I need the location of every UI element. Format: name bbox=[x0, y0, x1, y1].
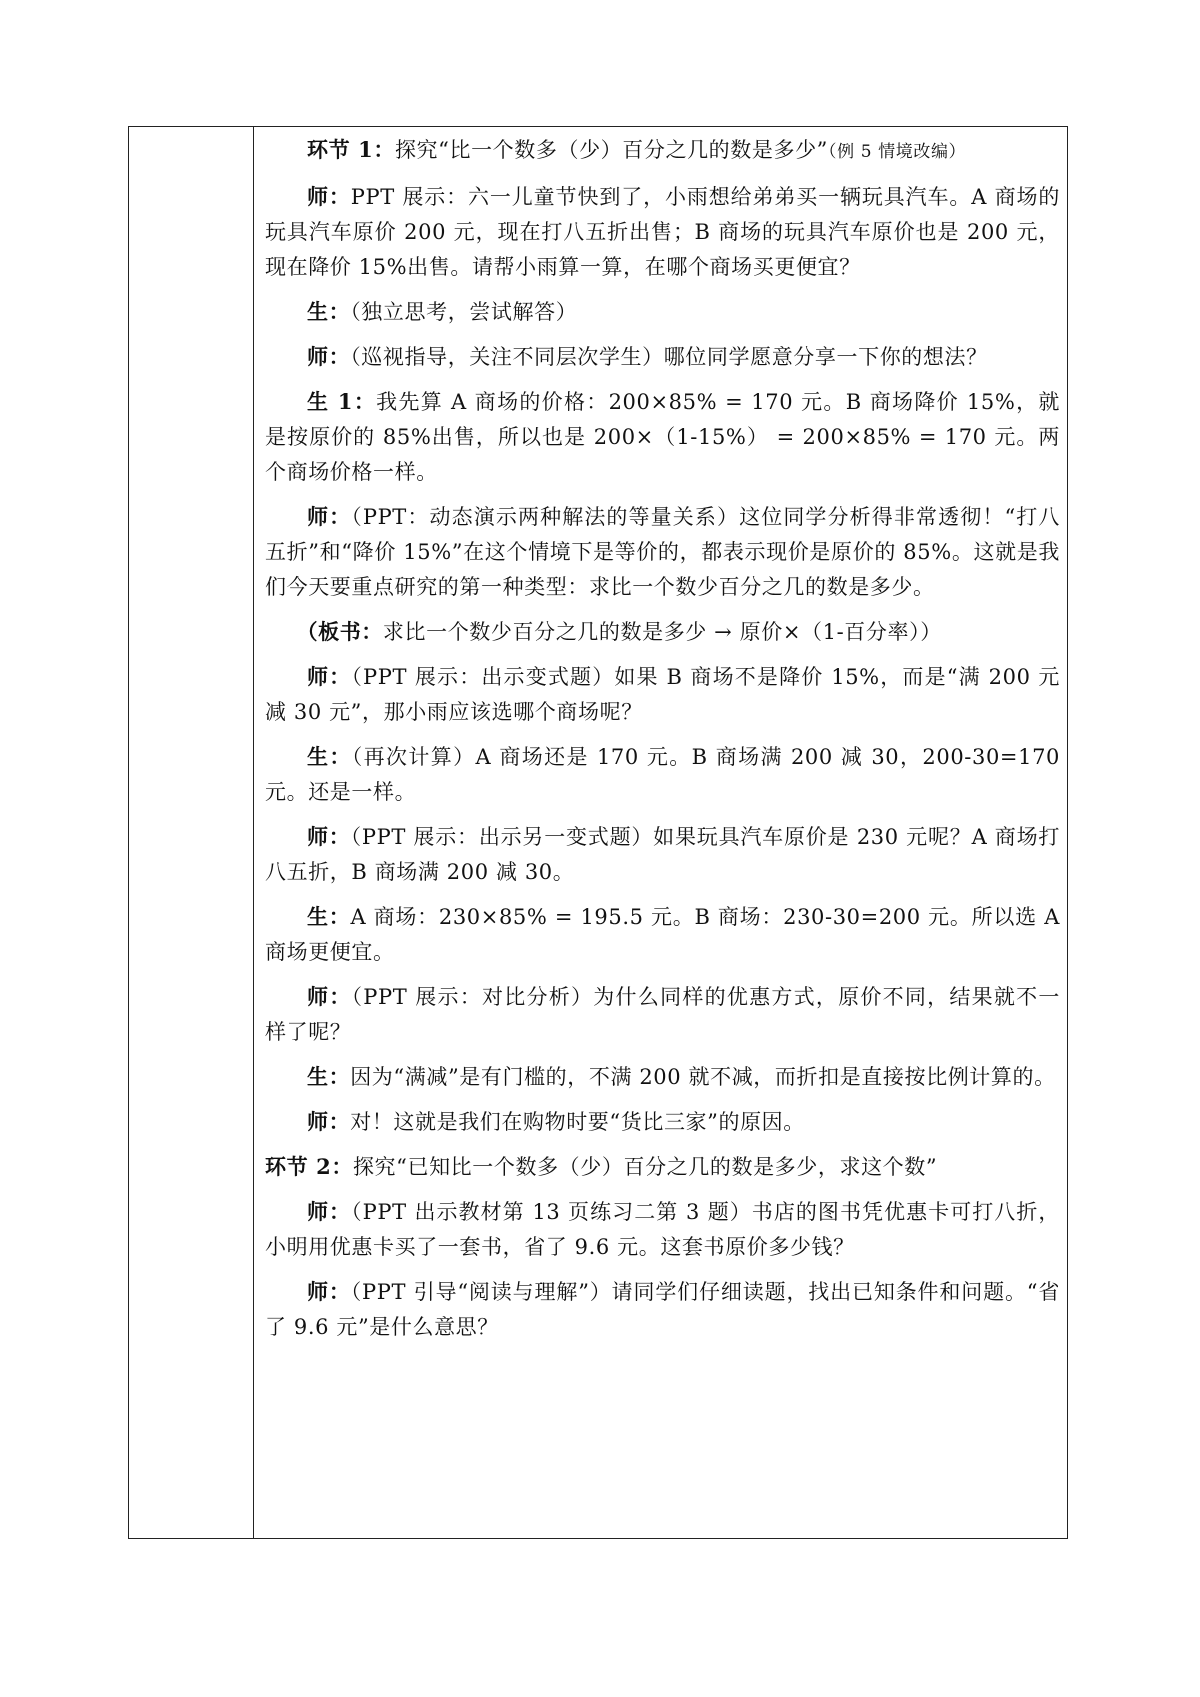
dialogue-line: 师：（巡视指导，关注不同层次学生）哪位同学愿意分享一下你的想法？ bbox=[307, 344, 988, 369]
dialogue-line: 生：因为“满减”是有门槛的，不满 200 就不减，而折扣是直接按比例计算的。 bbox=[307, 1064, 1056, 1089]
dialogue-line: 师：（PPT 引导“阅读与理解”）请同学们仔细读题，找出已知条件和问题。“省了 9.6 元”是什么意思？ bbox=[265, 1279, 1060, 1339]
section-1-heading: 环节 1：探究“比一个数多（少）百分之几的数是多少”（例 5 情境改编） bbox=[307, 137, 967, 162]
dialogue-line: 师：（PPT 出示教材第 13 页练习二第 3 题）书店的图书凭优惠卡可打八折，小明用优惠卡买了一套书，省了 9.6 元。这套书原价多少钱？ bbox=[265, 1199, 1061, 1259]
dialogue-line: 生：（独立思考，尝试解答） bbox=[307, 299, 578, 324]
board-note: （板书：求比一个数少百分之几的数是多少 → 原价×（1-百分率）） bbox=[296, 619, 942, 644]
dialogue-line: 师：（PPT 展示：对比分析）为什么同样的优惠方式，原价不同，结果就不一样了呢？ bbox=[265, 984, 1060, 1044]
lesson-content bbox=[265, 132, 1060, 1354]
dialogue-line: 生：A 商场：230×85% = 195.5 元。B 商场：230-30=200 元。所以选 A 商场更便宜。 bbox=[265, 904, 1060, 964]
dialogue-line: 师：（PPT 展示：出示另一变式题）如果玩具汽车原价是 230 元呢？A 商场打八五折，B 商场满 200 减 30。 bbox=[265, 824, 1060, 884]
dialogue-line: 生 1：我先算 A 商场的价格：200×85% = 170 元。B 商场降价 15%，就是按原价的 85%出售，所以也是 200×（1-15%） = 200×85% = 170 元。两个商场价格一样。 bbox=[265, 389, 1061, 484]
dialogue-line: 师：对！这就是我们在购物时要“货比三家”的原因。 bbox=[307, 1109, 805, 1134]
column-divider bbox=[253, 126, 254, 1539]
dialogue-line: 师：PPT 展示：六一儿童节快到了，小雨想给弟弟买一辆玩具汽车。A 商场的玩具汽车原价 200 元，现在打八五折出售；B 商场的玩具汽车原价也是 200 元，现在降价 15%出售。请帮小雨算一算，在哪个商场买更便宜？ bbox=[265, 184, 1060, 279]
dialogue-line: 师：（PPT：动态演示两种解法的等量关系）这位同学分析得非常透彻！“打八五折”和“降价 15%”在这个情境下是等价的，都表示现价是原价的 85%。这就是我们今天要重点研究的第一种类型：求比一个数少百分之几的数是多少。 bbox=[265, 504, 1061, 599]
dialogue-line: 师：（PPT 展示：出示变式题）如果 B 商场不是降价 15%，而是“满 200 元减 30 元”，那小雨应该选哪个商场呢？ bbox=[265, 664, 1060, 724]
dialogue-line: 生：（再次计算）A 商场还是 170 元。B 商场满 200 减 30，200-30=170 元。还是一样。 bbox=[265, 744, 1060, 804]
section-2-heading: 环节 2：探究“已知比一个数多（少）百分之几的数是多少，求这个数” bbox=[265, 1154, 938, 1179]
